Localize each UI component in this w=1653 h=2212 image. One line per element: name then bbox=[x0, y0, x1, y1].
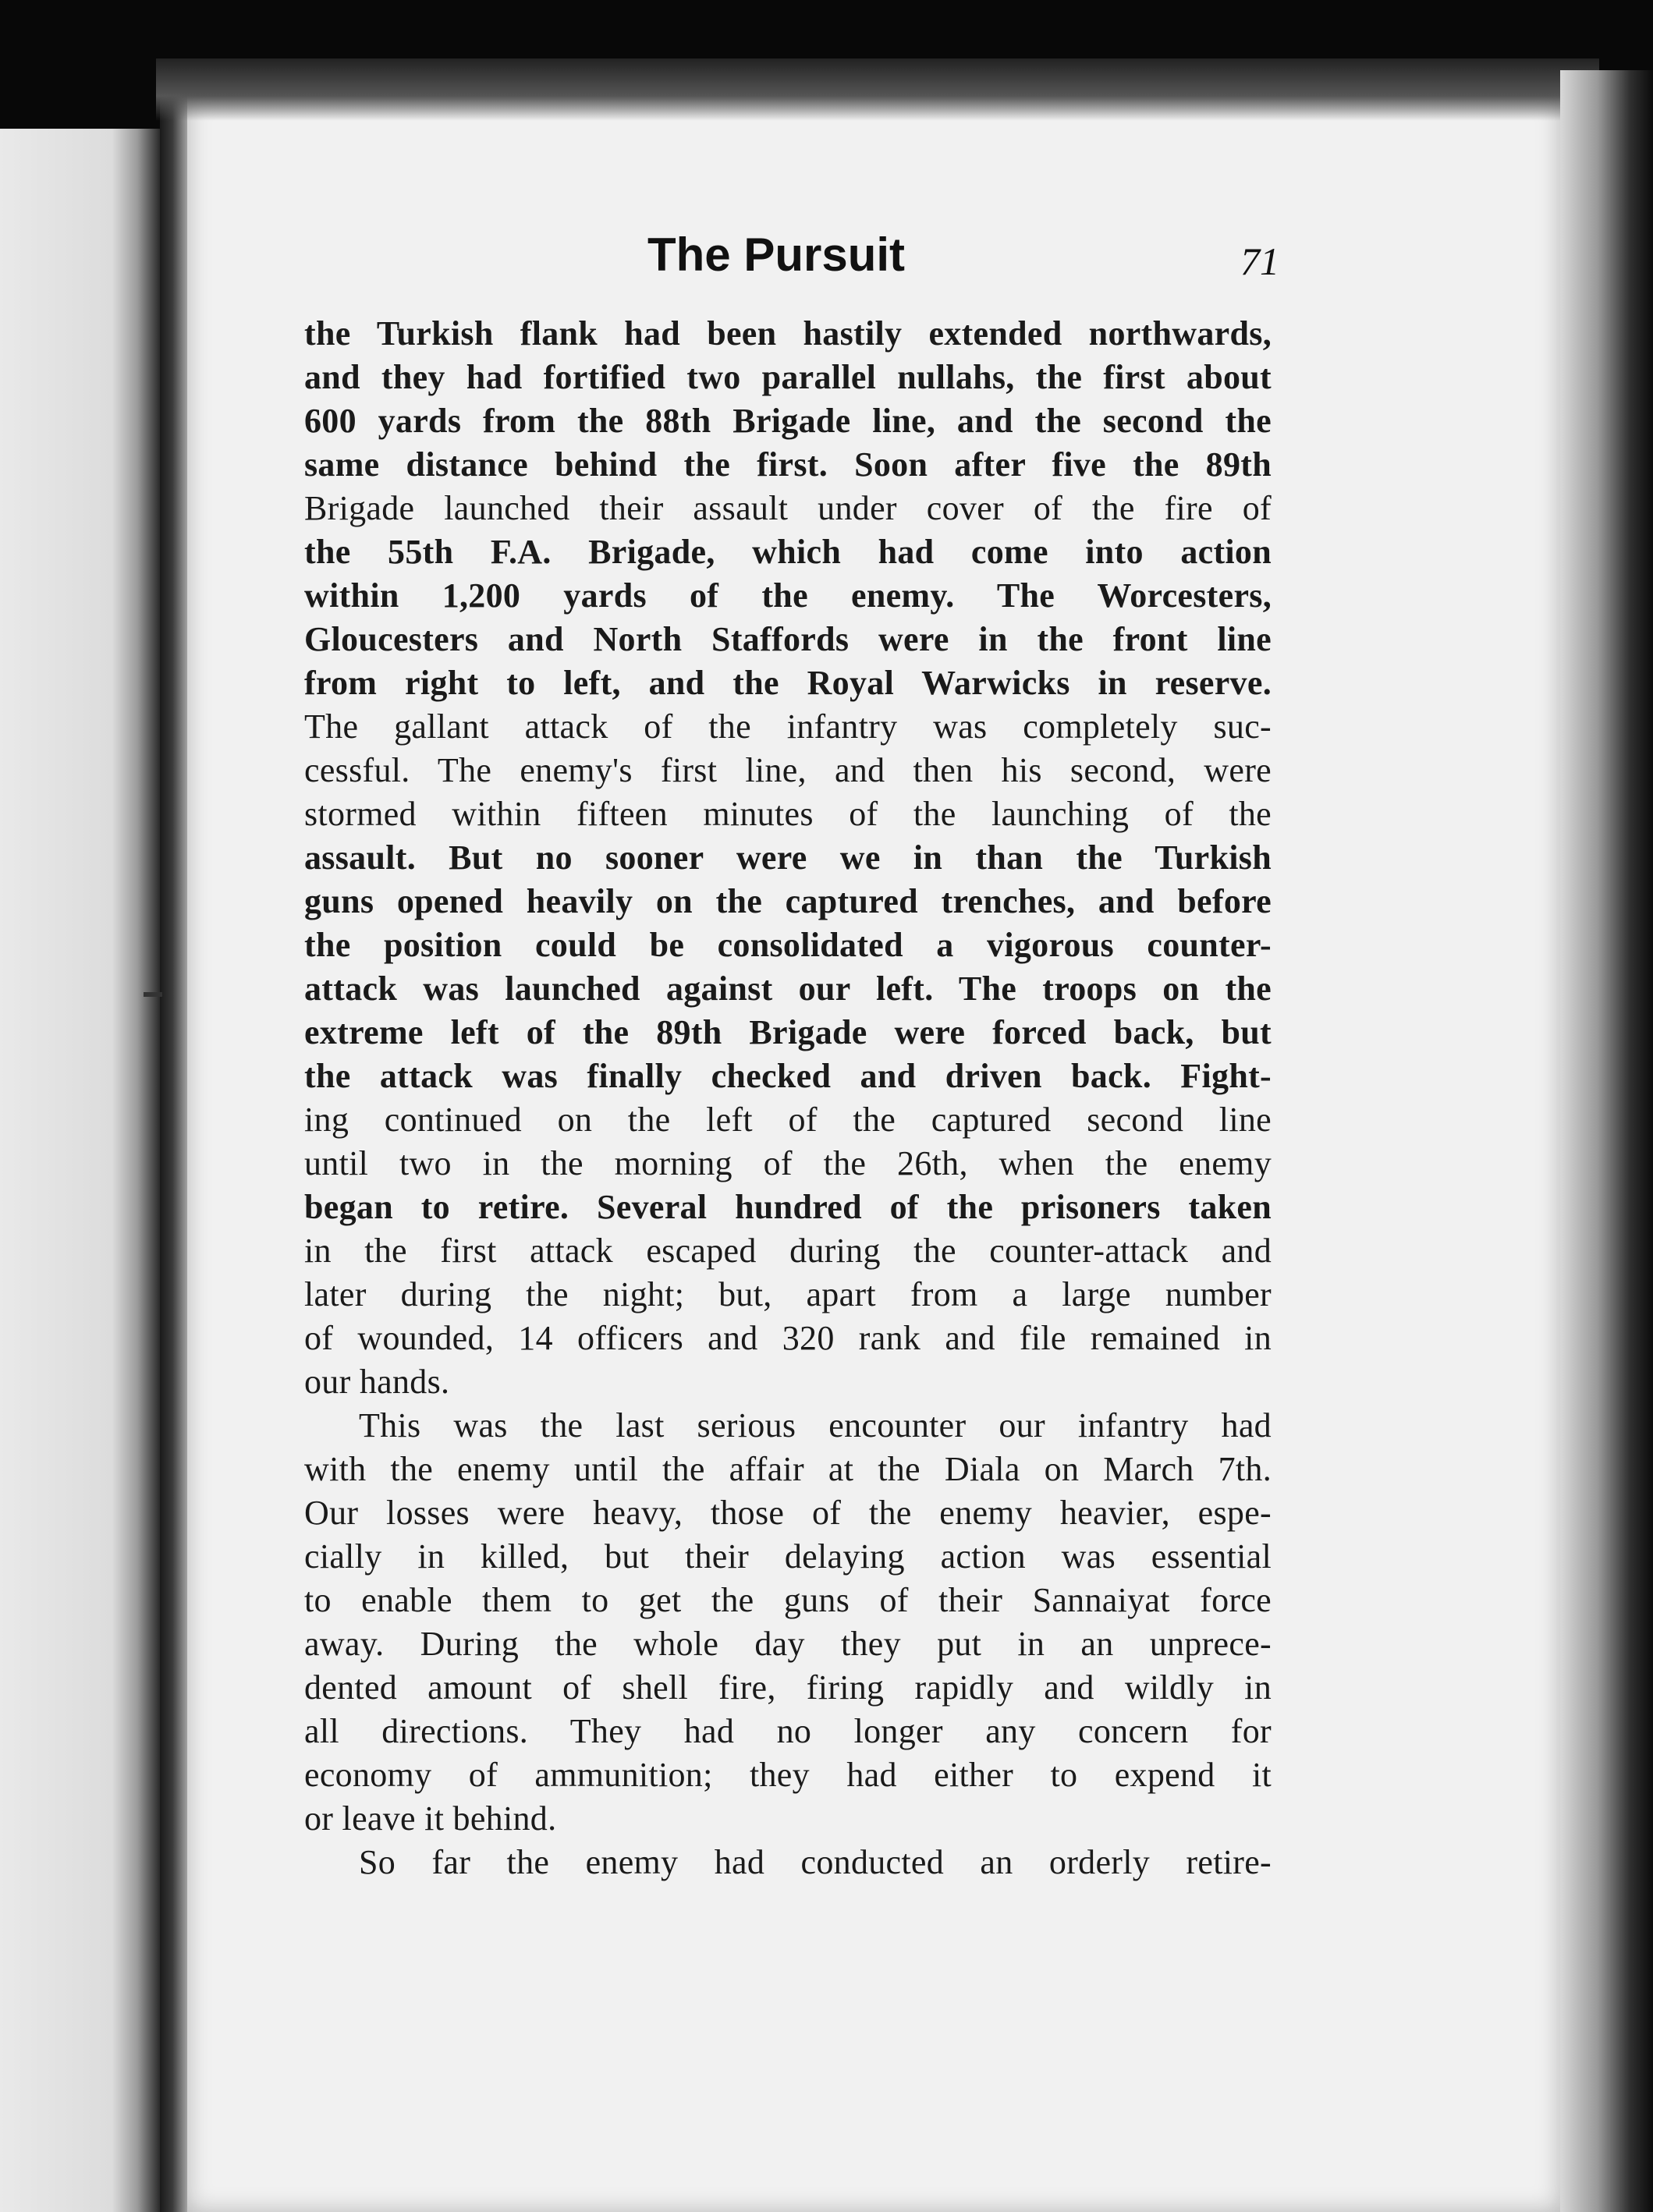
text-line: until two in the morning of the 26th, when the enemy bbox=[304, 1144, 1272, 1182]
text-line: extreme left of the 89th Brigade were forced back, but bbox=[304, 1013, 1272, 1051]
text-line: This was the last serious encounter our infantry had bbox=[359, 1406, 1272, 1445]
text-line: Our losses were heavy, those of the enemy heavier, espe- bbox=[304, 1494, 1272, 1532]
text-line: cessful. The enemy's first line, and then his second, were bbox=[304, 751, 1272, 789]
text-line: the 55th F.A. Brigade, which had come into action bbox=[304, 533, 1272, 571]
text-line: ing continued on the left of the captured second line bbox=[304, 1101, 1272, 1139]
text-line: and they had fortified two parallel nullahs, the first about bbox=[304, 358, 1272, 396]
page-right-edge bbox=[1560, 70, 1653, 2212]
book-spine-shadow bbox=[160, 86, 191, 2212]
text-line: of wounded, 14 officers and 320 rank and file remained in bbox=[304, 1319, 1272, 1357]
text-line: later during the night; but, apart from a large number bbox=[304, 1275, 1272, 1313]
facing-page-edge bbox=[0, 129, 160, 2212]
page-header bbox=[304, 228, 1279, 298]
text-line: 600 yards from the 88th Brigade line, and the second the bbox=[304, 402, 1272, 440]
text-line: So far the enemy had conducted an orderly retire- bbox=[359, 1843, 1272, 1881]
page-number: 71 bbox=[1240, 239, 1279, 283]
text-line: began to retire. Several hundred of the prisoners taken bbox=[304, 1188, 1272, 1226]
text-line: same distance behind the first. Soon after five the 89th bbox=[304, 445, 1272, 484]
text-line: guns opened heavily on the captured trenches, and before bbox=[304, 882, 1272, 920]
text-line: cially in killed, but their delaying action was essential bbox=[304, 1537, 1272, 1576]
text-line: the Turkish flank had been hastily extended northwards, bbox=[304, 314, 1272, 353]
text-line: with the enemy until the affair at the Diala on March 7th. bbox=[304, 1450, 1272, 1488]
text-line: to enable them to get the guns of their Sannaiyat force bbox=[304, 1581, 1272, 1619]
text-line: stormed within fifteen minutes of the launching of the bbox=[304, 795, 1272, 833]
text-line: The gallant attack of the infantry was completely suc- bbox=[304, 707, 1272, 746]
page-top-shadow bbox=[156, 58, 1599, 121]
running-title: The Pursuit bbox=[647, 229, 906, 281]
text-line: or leave it behind. bbox=[304, 1799, 557, 1838]
text-line: away. During the whole day they put in an unprece- bbox=[304, 1625, 1272, 1663]
text-line: in the first attack escaped during the counter-attack and bbox=[304, 1232, 1272, 1270]
text-line: our hands. bbox=[304, 1363, 450, 1401]
text-line: the attack was finally checked and driven back. Fight- bbox=[304, 1057, 1272, 1095]
text-line: Brigade launched their assault under cover of the fire of bbox=[304, 489, 1272, 527]
text-line: attack was launched against our left. The troops on the bbox=[304, 970, 1272, 1008]
text-line: from right to left, and the Royal Warwicks in reserve. bbox=[304, 664, 1272, 702]
margin-mark bbox=[144, 992, 162, 997]
text-line: the position could be consolidated a vigorous counter- bbox=[304, 926, 1272, 964]
text-line: assault. But no sooner were we in than the Turkish bbox=[304, 838, 1272, 877]
text-line: within 1,200 yards of the enemy. The Worcesters, bbox=[304, 576, 1272, 615]
body-text bbox=[304, 312, 1272, 1884]
text-line: Gloucesters and North Staffords were in the front line bbox=[304, 620, 1272, 658]
text-line: dented amount of shell fire, firing rapidly and wildly in bbox=[304, 1668, 1272, 1707]
text-line: all directions. They had no longer any concern for bbox=[304, 1712, 1272, 1750]
text-line: economy of ammunition; they had either to expend it bbox=[304, 1756, 1272, 1794]
